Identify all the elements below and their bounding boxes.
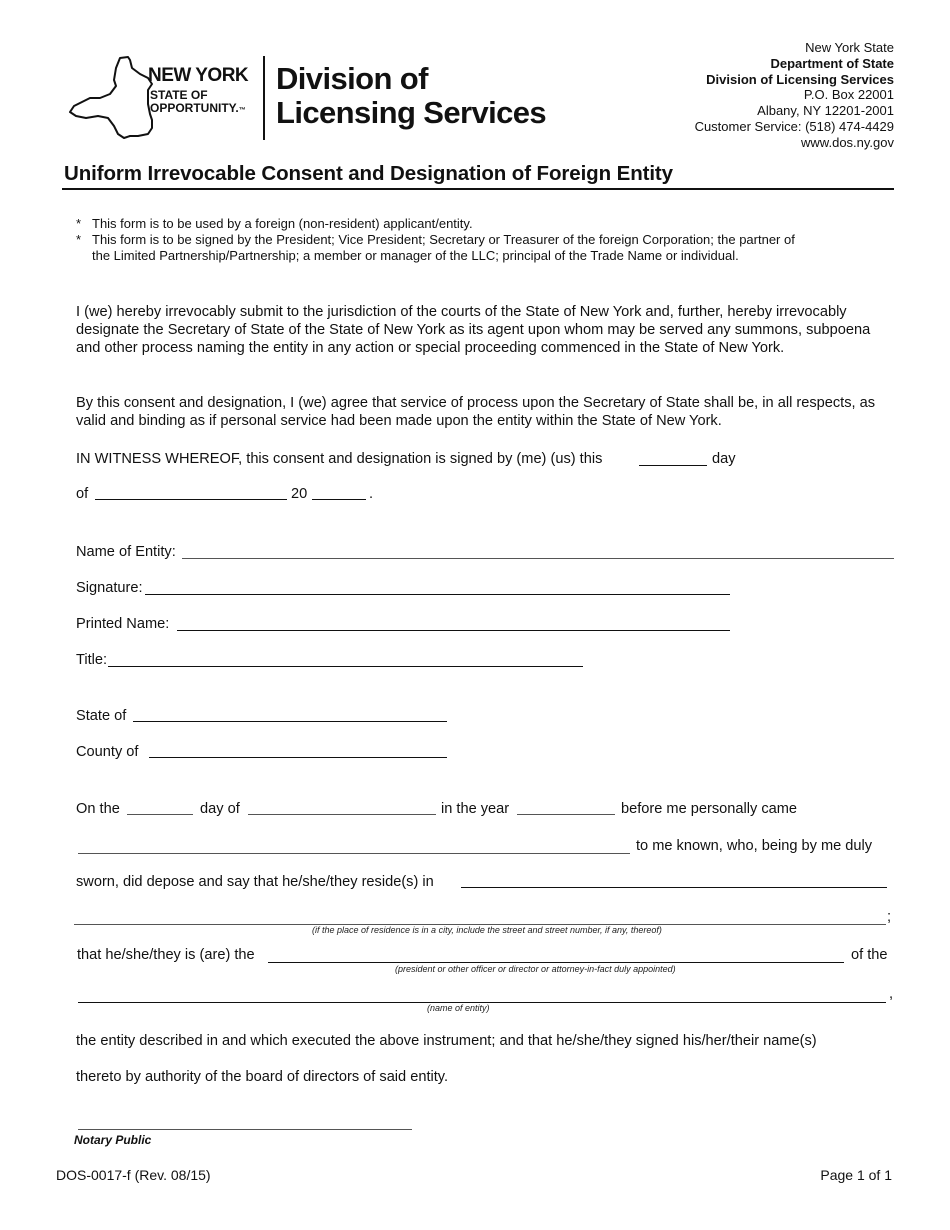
logo-state-of-opportunity: STATE OF OPPORTUNITY.™ — [150, 88, 246, 115]
division-title: Division of Licensing Services — [276, 61, 547, 130]
notary-signature-field[interactable] — [78, 1129, 412, 1130]
county-of-field[interactable] — [149, 757, 447, 758]
signature-field[interactable] — [145, 594, 730, 595]
state-of-field[interactable] — [133, 721, 447, 722]
semicolon: ; — [887, 909, 892, 925]
witness-text: IN WITNESS WHEREOF, this consent and designation is signed by (me) (us) this — [76, 451, 603, 467]
notary-day-field[interactable] — [127, 814, 193, 815]
witness-period: . — [369, 486, 374, 502]
signature-label: Signature: — [76, 580, 143, 596]
officer-title-field[interactable] — [268, 962, 844, 963]
asterisk-icon: * — [76, 216, 82, 231]
before-me-label: before me personally came — [621, 801, 798, 817]
on-the-label: On the — [76, 801, 120, 817]
residence-field[interactable] — [461, 887, 887, 888]
name-of-entity-field[interactable] — [182, 558, 894, 559]
printed-name-label: Printed Name: — [76, 616, 170, 632]
sworn-label: sworn, did depose and say that he/she/they reside(s) in — [76, 874, 434, 890]
residence-note: (if the place of residence is in a city, include the street and street number, if any, thereof) — [312, 925, 662, 935]
notary-public-label: Notary Public — [74, 1133, 152, 1147]
instruction-item: * This form is to be signed by the President; Vice President; Secretary or Treasurer of the foreign Corporation; the partner of the Limited Partnership/Partnership; a member or manager of the LLC; principal of the Trade Name or individual. — [76, 232, 795, 263]
witness-day-label: day — [712, 451, 736, 467]
title-rule — [62, 188, 894, 190]
printed-name-field[interactable] — [177, 630, 730, 631]
to-me-known-label: to me known, who, being by me duly — [636, 838, 873, 854]
logo-divider — [263, 56, 265, 140]
asterisk-icon: * — [76, 232, 82, 247]
closing-line-2: thereto by authority of the board of directors of said entity. — [76, 1069, 449, 1085]
form-title: Uniform Irrevocable Consent and Designation of Foreign Entity — [64, 162, 673, 185]
state-of-label: State of — [76, 708, 127, 724]
in-the-year-label: in the year — [441, 801, 510, 817]
title-label: Title: — [76, 652, 108, 668]
witness-month-field[interactable] — [95, 499, 287, 500]
that-he-label: that he/she/they is (are) the — [77, 947, 255, 963]
title-field[interactable] — [108, 666, 583, 667]
comma: , — [889, 986, 894, 1002]
witness-year-prefix: 20 — [291, 486, 308, 502]
logo-new-york: NEW YORK — [148, 65, 249, 86]
closing-line-1: the entity described in and which executed the above instrument; and that he/she/they signed his/her/their name(s) — [76, 1033, 817, 1049]
county-of-label: County of — [76, 744, 139, 760]
person-name-field[interactable] — [78, 853, 630, 854]
witness-year-field[interactable] — [312, 499, 366, 500]
consent-paragraph: I (we) hereby irrevocably submit to the jurisdiction of the courts of the State of New York and, further, hereby irrevocably designate the Secretary of State of the State of New York as its agent upon whom may be served any summons, subpoena and other process naming the entity in any action or special proceeding commenced in the State of New York. — [76, 304, 871, 356]
notary-month-field[interactable] — [248, 814, 436, 815]
instruction-item: * This form is to be used by a foreign (non-resident) applicant/entity. — [76, 216, 473, 231]
page-number: Page 1 of 1 — [820, 1167, 892, 1183]
form-id: DOS-0017-f (Rev. 08/15) — [56, 1167, 211, 1183]
officer-note: (president or other officer or director or attorney-in-fact duly appointed) — [395, 964, 676, 974]
agency-address-block: New York State Department of State Division of Licensing Services P.O. Box 22001 Albany, NY 12201-2001 Customer Service: (518) 474-4429 www.dos.ny.gov — [694, 40, 894, 150]
witness-day-field[interactable] — [639, 465, 707, 466]
name-of-entity-label: Name of Entity: — [76, 544, 176, 560]
notary-year-field[interactable] — [517, 814, 615, 815]
entity-note: (name of entity) — [427, 1003, 490, 1013]
day-of-label: day of — [200, 801, 240, 817]
instructions-list — [76, 216, 816, 264]
new-york-state-map-icon — [68, 54, 156, 142]
binding-paragraph: By this consent and designation, I (we) agree that service of process upon the Secretary of State shall be, in all respects, as valid and binding as if personal service had been made upon the entity within the State of New York. — [76, 395, 876, 429]
of-the-label: of the — [851, 947, 888, 963]
witness-of-label: of — [76, 486, 89, 502]
